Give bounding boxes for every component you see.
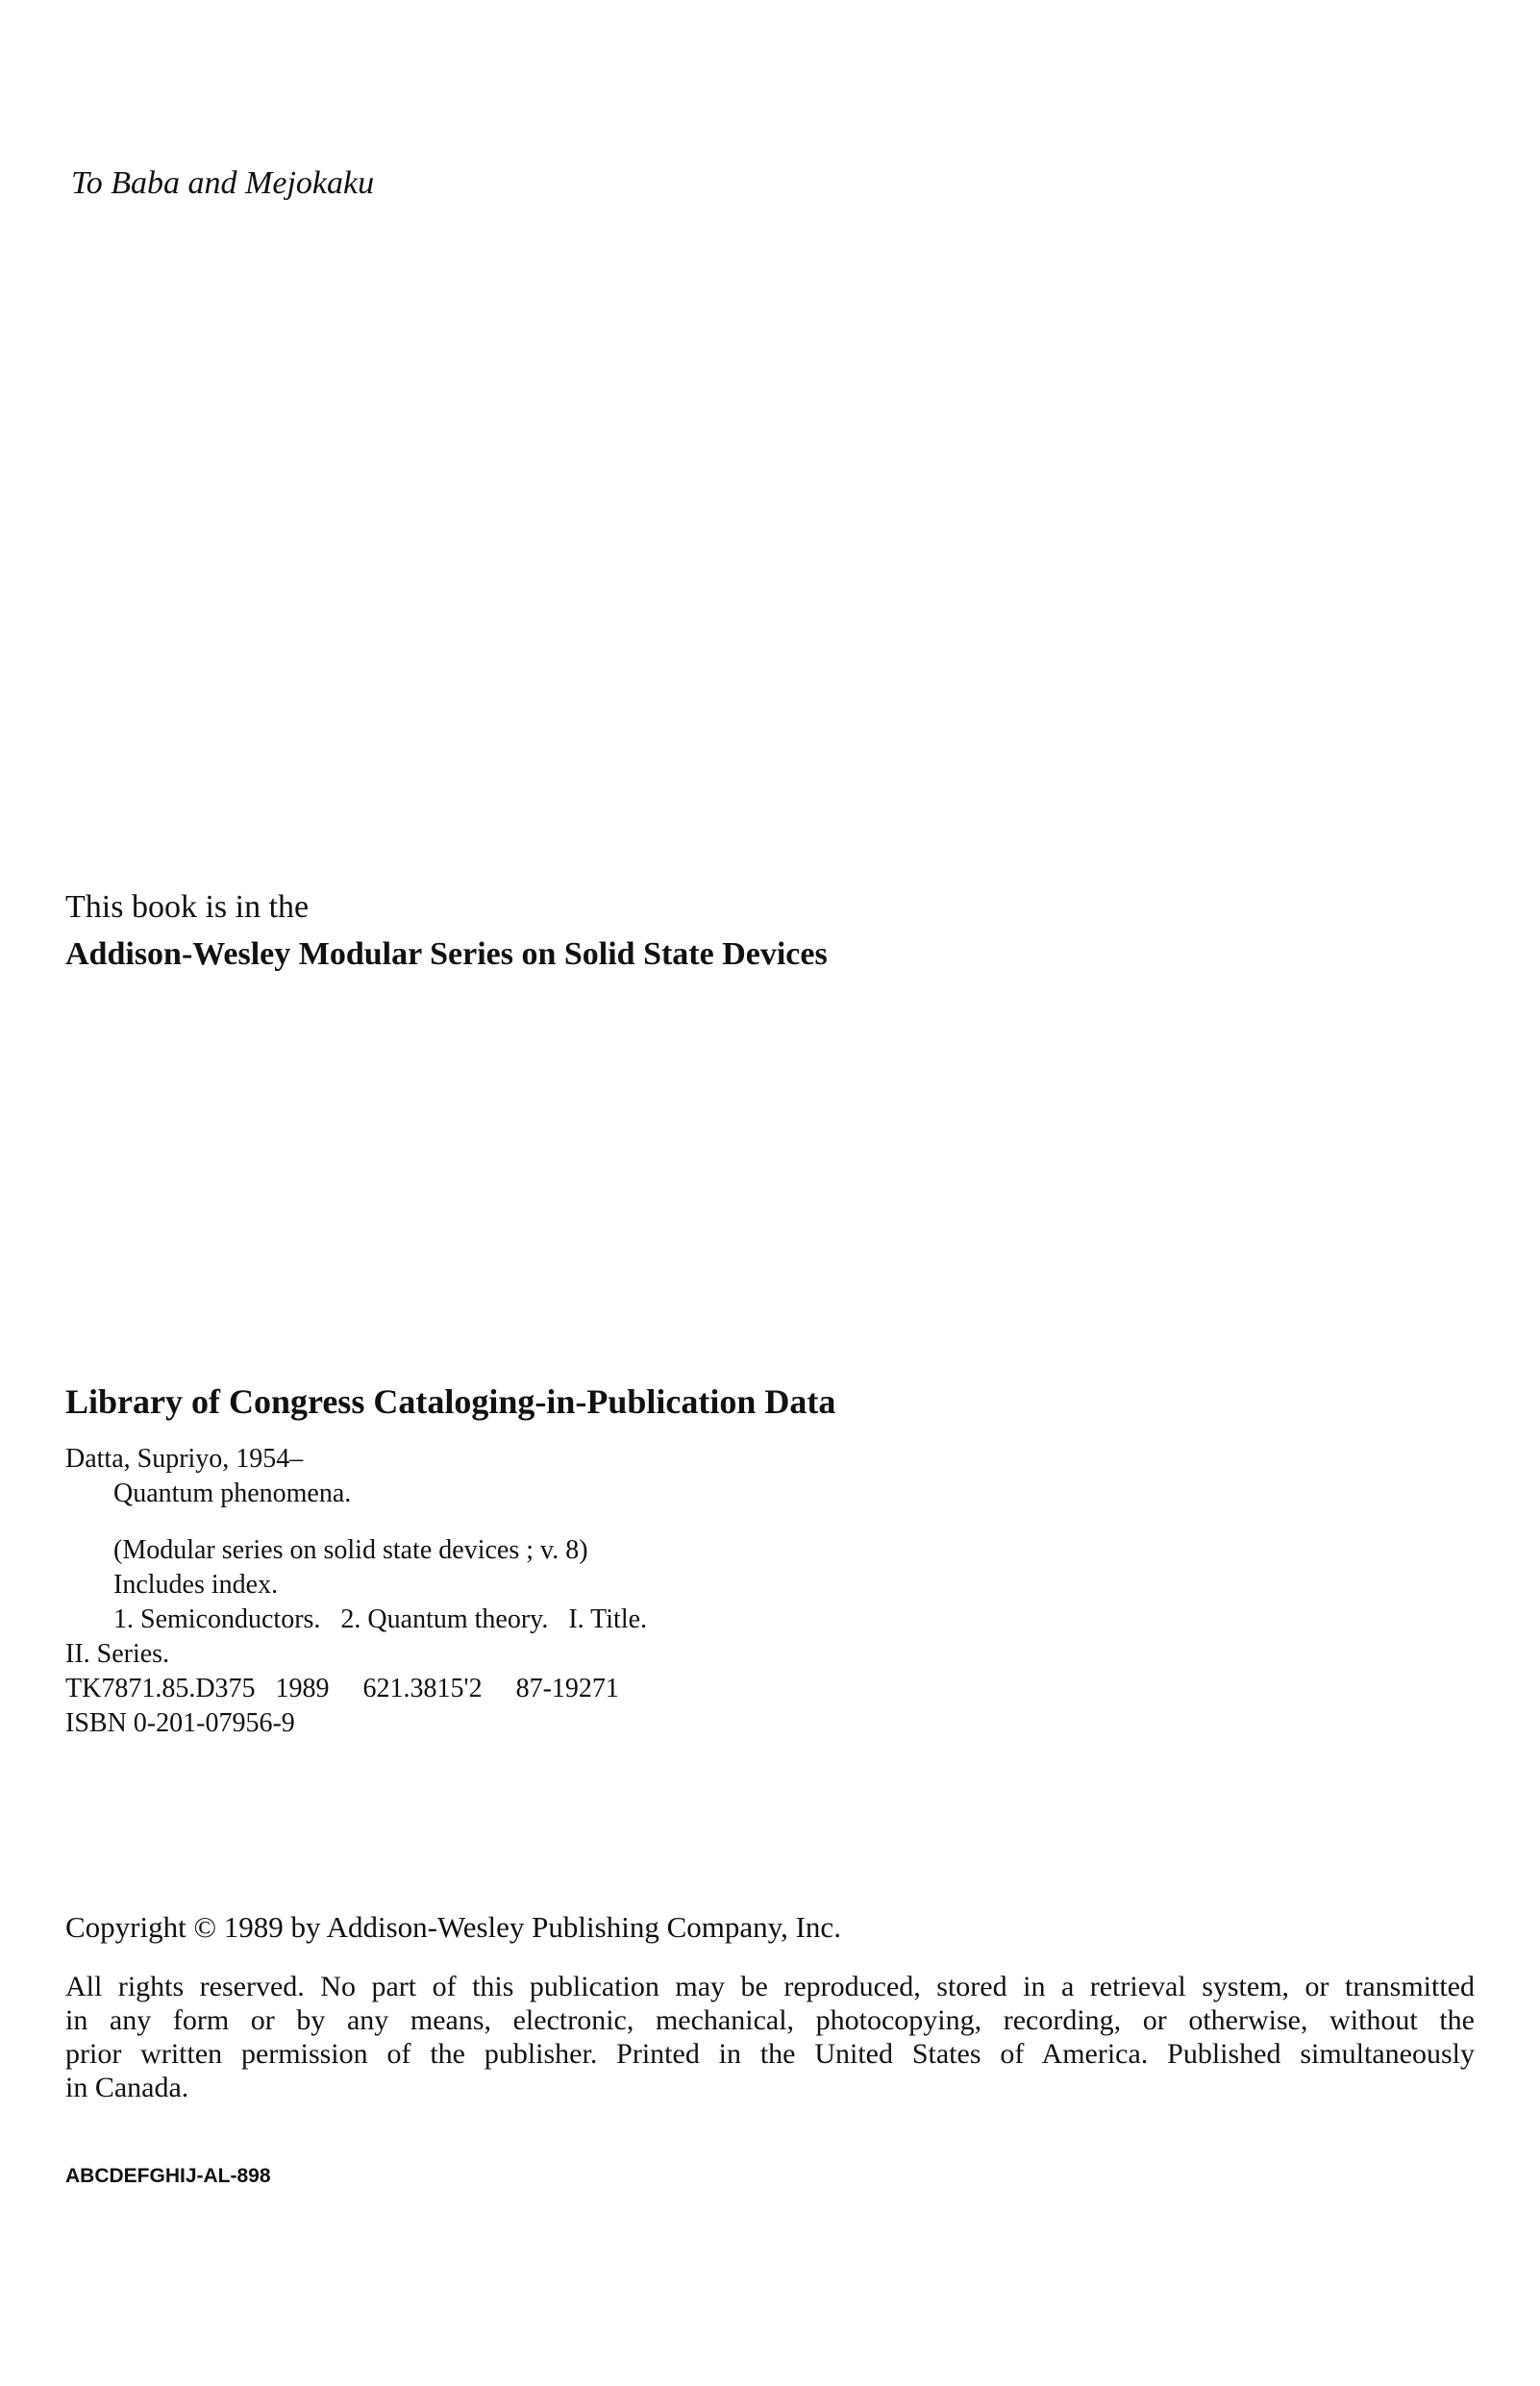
copyright-notice: Copyright © 1989 by Addison-Wesley Publishing Company, Inc.: [65, 1910, 841, 1944]
cip-heading: Library of Congress Cataloging-in-Publication Data: [65, 1382, 836, 1421]
dedication: To Baba and Mejokaku: [71, 165, 375, 201]
cip-isbn: ISBN 0-201-07956-9: [65, 1708, 295, 1738]
rights-statement: [65, 1970, 1475, 2104]
series-intro: This book is in the: [65, 889, 310, 925]
cip-series-added: II. Series.: [65, 1639, 170, 1669]
rights-line: in any form or by any means, electronic, mechanical, photocopying, recording, or otherwise, without the: [65, 2004, 1475, 2036]
cip-classification: TK7871.85.D375 1989 621.3815'2 87-19271: [65, 1674, 619, 1703]
rights-line: All rights reserved. No part of this publication may be reproduced, stored in a retrieval system, or transmitted: [65, 1971, 1475, 2002]
printing-code: ABCDEFGHIJ-AL-898: [65, 2165, 271, 2187]
cip-author: Datta, Supriyo, 1954–: [65, 1444, 304, 1474]
cip-subjects: 1. Semiconductors. 2. Quantum theory. I. Title.: [113, 1604, 648, 1634]
rights-line: prior written permission of the publisher. Printed in the United States of America. Published simultaneously: [65, 2038, 1475, 2070]
rights-line: in Canada.: [65, 2072, 189, 2103]
cip-series-note: (Modular series on solid state devices ; v. 8): [113, 1535, 588, 1565]
cip-title: Quantum phenomena.: [113, 1479, 352, 1508]
series-name: Addison-Wesley Modular Series on Solid State Devices: [65, 936, 828, 972]
cip-index-note: Includes index.: [113, 1570, 279, 1600]
